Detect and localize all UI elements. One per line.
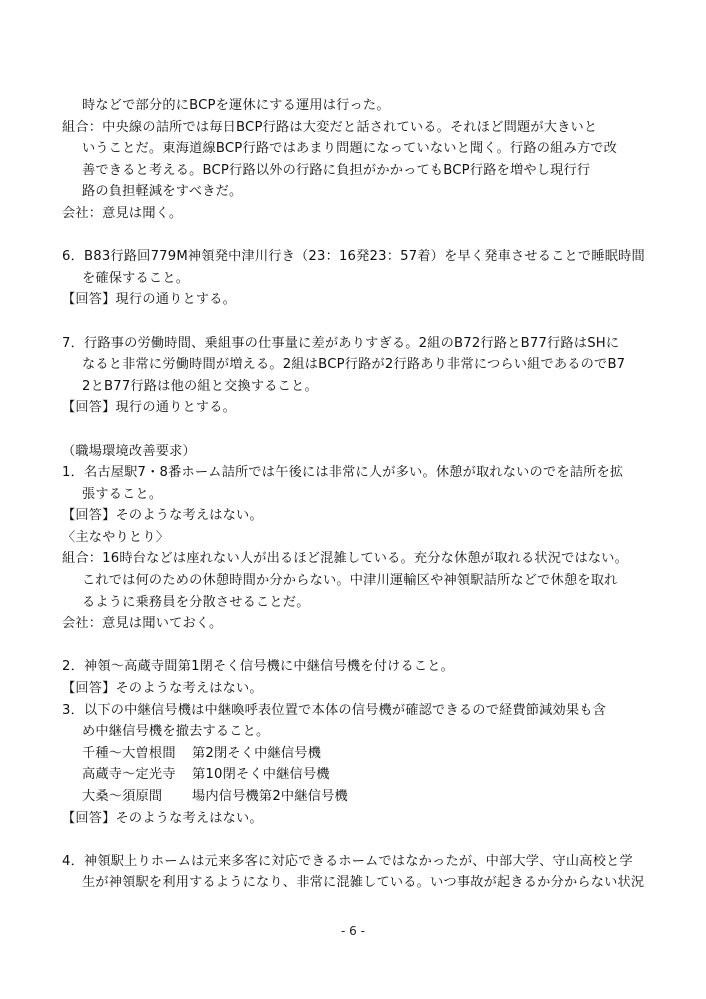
text-line: なると非常に労働時間が増える。2組はBCP行路が2行路あり非常につらい組であるのでB7 [82, 357, 626, 373]
text-line: いうことだ。東海道線BCP行路ではあまり問題になっていないと聞く。行路の組み方で改 [82, 141, 618, 157]
text-line: 会社：意見は聞く。 [62, 205, 183, 221]
text-line: 善できると考える。BCP行路以外の行路に負担がかかってもBCP行路を増やし現行行 [82, 162, 591, 178]
text-line: 【回答】現行の通りとする。 [62, 292, 237, 308]
text-line: め中継信号機を撤去すること。 [82, 724, 270, 740]
signal-name: 第10閉そく中継信号機 [192, 767, 330, 783]
text-line: 【回答】そのような考えはない。 [62, 810, 263, 826]
text-line: 7．行路事の労働時間、乗組事の仕事量に差がありすぎる。2組のB72行路とB77行路はSHに [62, 335, 620, 351]
spacer [62, 635, 652, 657]
text-line: 6．B83行路回779M神領発中津川行き（23：16発23：57着）を早く発車させることで睡眠時間 [62, 249, 645, 265]
text-line: 〈主なやりとり〉 [62, 529, 170, 545]
text-line: 1．名古屋駅7・8番ホーム詰所では午後には非常に人が多い。休憩が取れないのでを詰所を拡 [62, 465, 624, 481]
spacer [62, 419, 652, 441]
text-line: 時などで部分的にBCPを運休にする運用は行った。 [82, 98, 390, 113]
signal-list-row [62, 786, 652, 808]
route-name: 千種～大曽根間 [82, 745, 176, 761]
text-line: 【回答】現行の通りとする。 [62, 400, 237, 416]
spacer [62, 225, 652, 247]
signal-list-row [62, 764, 652, 786]
document-body [62, 95, 652, 894]
page-number: - 6 - [341, 924, 365, 938]
text-line: 張すること。 [82, 486, 163, 502]
signal-list-row [62, 743, 652, 765]
text-line: 組合：16時台などは座れない人が出るほど混雑している。充分な休憩が取れる状況ではない。 [62, 551, 629, 567]
signal-name: 第2閉そく中継信号機 [192, 745, 322, 761]
text-line: 組合：中央線の詰所では毎日BCP行路は大変だと話されている。それほど問題が大きいと [62, 119, 598, 135]
text-line: 生が神領駅を利用するようになり、非常に混雑している。いつ事故が起きるか分からない状況 [82, 875, 645, 891]
text-line: るように乗務員を分散させることだ。 [82, 594, 310, 610]
route-name: 大桑～須原間 [82, 789, 163, 804]
spacer [62, 311, 652, 333]
text-line: 3．以下の中継信号機は中継喚呼表位置で本体の信号機が確認できるので経費節減効果も含 [62, 702, 607, 718]
text-line: 会社：意見は聞いておく。 [62, 616, 223, 632]
text-line: 2とB77行路は他の組と交換すること。 [82, 378, 318, 394]
text-line: 【回答】そのような考えはない。 [62, 508, 263, 524]
text-line: 4．神領駅上りホームは元来多客に対応できるホームではなかったが、中部大学、守山高校と学 [62, 853, 633, 869]
text-line: 路の負担軽減をすべきだ。 [82, 184, 243, 200]
signal-name: 場内信号機第2中継信号機 [192, 789, 348, 804]
spacer [62, 829, 652, 851]
route-name: 高蔵寺～定光寺 [82, 767, 176, 783]
section-heading: （職場環境改善要求） [62, 443, 196, 459]
text-line: これでは何のための休憩時間か分からない。中津川運輸区や神領駅詰所などで休憩を取れ [82, 573, 618, 589]
text-line: 【回答】そのような考えはない。 [62, 681, 263, 697]
text-line: 2．神領～高蔵寺間第1閉そく信号機に中継信号機を付けること。 [62, 659, 455, 675]
text-line: を確保すること。 [82, 270, 190, 286]
